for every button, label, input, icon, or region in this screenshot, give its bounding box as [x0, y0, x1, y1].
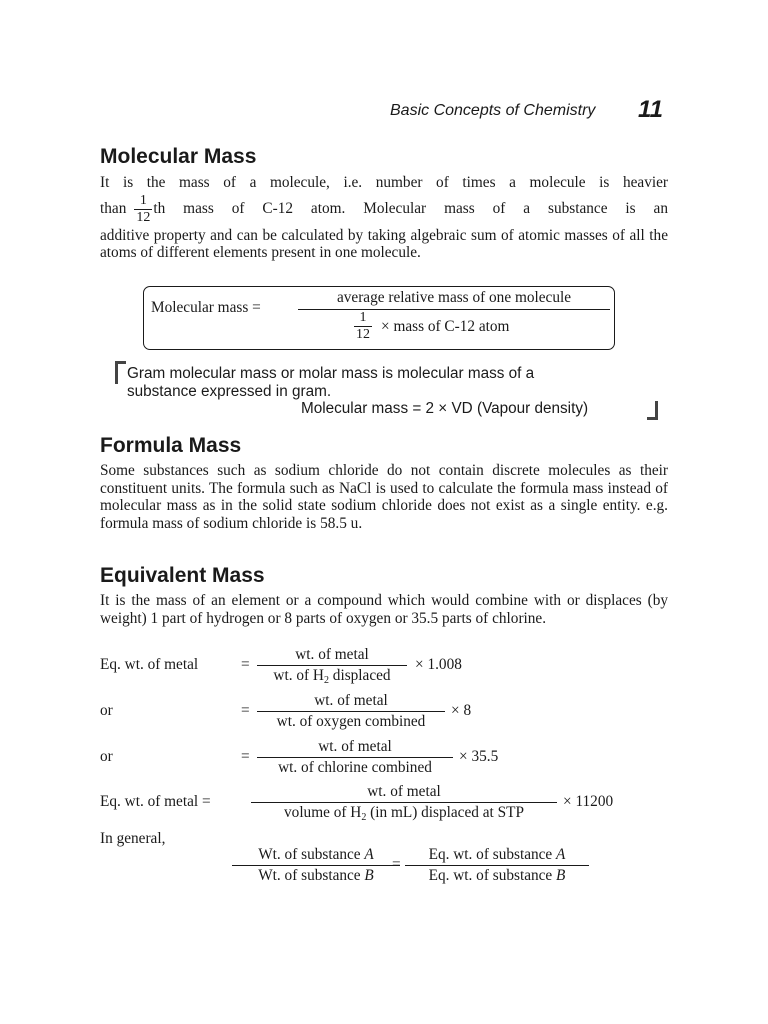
note-bracket-open: [115, 361, 126, 384]
formula-denominator-fraction: [354, 310, 372, 343]
text-than: than: [100, 200, 127, 218]
fraction-denominator: 12: [136, 209, 151, 225]
section-heading-molecular-mass: Molecular Mass: [100, 145, 257, 168]
fraction-one-twelfth: [134, 193, 152, 226]
note-line-2: substance expressed in gram.: [127, 383, 332, 400]
eq3-factor: × 35.5: [459, 748, 499, 765]
eq4-denominator: volume of $H_2$ (in mL) displaced at STP: [284, 804, 524, 823]
molecular-mass-line-1: It is the mass of a molecule, i.e. number of times a molecule is heavier: [100, 174, 668, 191]
fraction-numerator: 1: [139, 192, 147, 208]
eq2-label: or: [100, 702, 113, 719]
eq3-numerator: wt. of metal: [318, 738, 392, 755]
page-number: 11: [638, 96, 663, 123]
molecular-mass-rest: additive property and can be calculated by taking algebraic sum of atomic masses of all the atoms of different elements present in one molecule.: [100, 226, 668, 261]
eq2-numerator: wt. of metal: [314, 692, 388, 709]
eq4-factor: × 11200: [563, 793, 614, 810]
note-line-3: Molecular mass = 2 × VD (Vapour density): [301, 400, 589, 417]
eq2-denominator: wt. of oxygen combined: [276, 713, 426, 730]
eq1-numerator: wt. of metal: [295, 646, 369, 663]
eq4-numerator: wt. of metal: [367, 783, 441, 800]
eq1-factor: × 1.008: [415, 656, 462, 673]
eq4-label: Eq. wt. of metal =: [100, 793, 211, 810]
eq3-equals: =: [241, 748, 250, 765]
eq2-factor: × 8: [451, 702, 472, 719]
general-equals: =: [392, 856, 401, 873]
molecular-mass-paragraph: [100, 174, 668, 262]
formula-denominator-text: × mass of C-12 atom: [381, 318, 510, 335]
general-label: In general,: [100, 830, 166, 847]
formula-mass-paragraph: Some substances such as sodium chloride do not contain discrete molecules as their constituent units. The formula such as NaCl is used to calculate the formula mass instead of molecular mass as in the solid state sodium chloride does not exist as a single entity. e.g. formula mass of sodium chloride is 58.5 u.: [100, 462, 668, 532]
section-heading-formula-mass: Formula Mass: [100, 434, 242, 457]
eq3-denominator: wt. of chlorine combined: [278, 759, 432, 776]
running-title: Basic Concepts of Chemistry: [390, 102, 596, 119]
eq2-equals: =: [241, 702, 250, 719]
general-lhs-denominator: Wt. of substance B: [258, 867, 374, 884]
eq1-denominator: wt. of $H_2$ displaced: [273, 667, 391, 686]
equivalent-mass-paragraph: It is the mass of an element or a compound which would combine with or displaces (by weight) 1 part of hydrogen or 8 parts of oxygen or 35.5 parts of chlorine.: [100, 592, 668, 627]
eq3-label: or: [100, 748, 113, 765]
note-bracket-close: [647, 401, 658, 420]
den-frac-num: 1: [359, 310, 367, 325]
general-rhs-denominator: Eq. wt. of substance B: [428, 867, 566, 884]
molecular-mass-line-2: [100, 193, 668, 226]
formula-lhs: Molecular mass =: [151, 299, 261, 316]
general-lhs-numerator: Wt. of substance A: [258, 846, 374, 863]
section-heading-equivalent-mass: Equivalent Mass: [100, 564, 265, 587]
den-frac-den: 12: [356, 327, 370, 342]
note-line-1: Gram molecular mass or molar mass is molecular mass of a: [127, 365, 535, 382]
eq1-label: Eq. wt. of metal: [100, 656, 199, 673]
text-th-mass: th mass of C-12 atom. Molecular mass of a substance is an: [153, 200, 668, 218]
general-rhs-numerator: Eq. wt. of substance A: [428, 846, 566, 863]
formula-numerator: average relative mass of one molecule: [336, 289, 572, 306]
eq1-equals: =: [241, 656, 250, 673]
molecular-mass-formula-box: [143, 286, 615, 350]
